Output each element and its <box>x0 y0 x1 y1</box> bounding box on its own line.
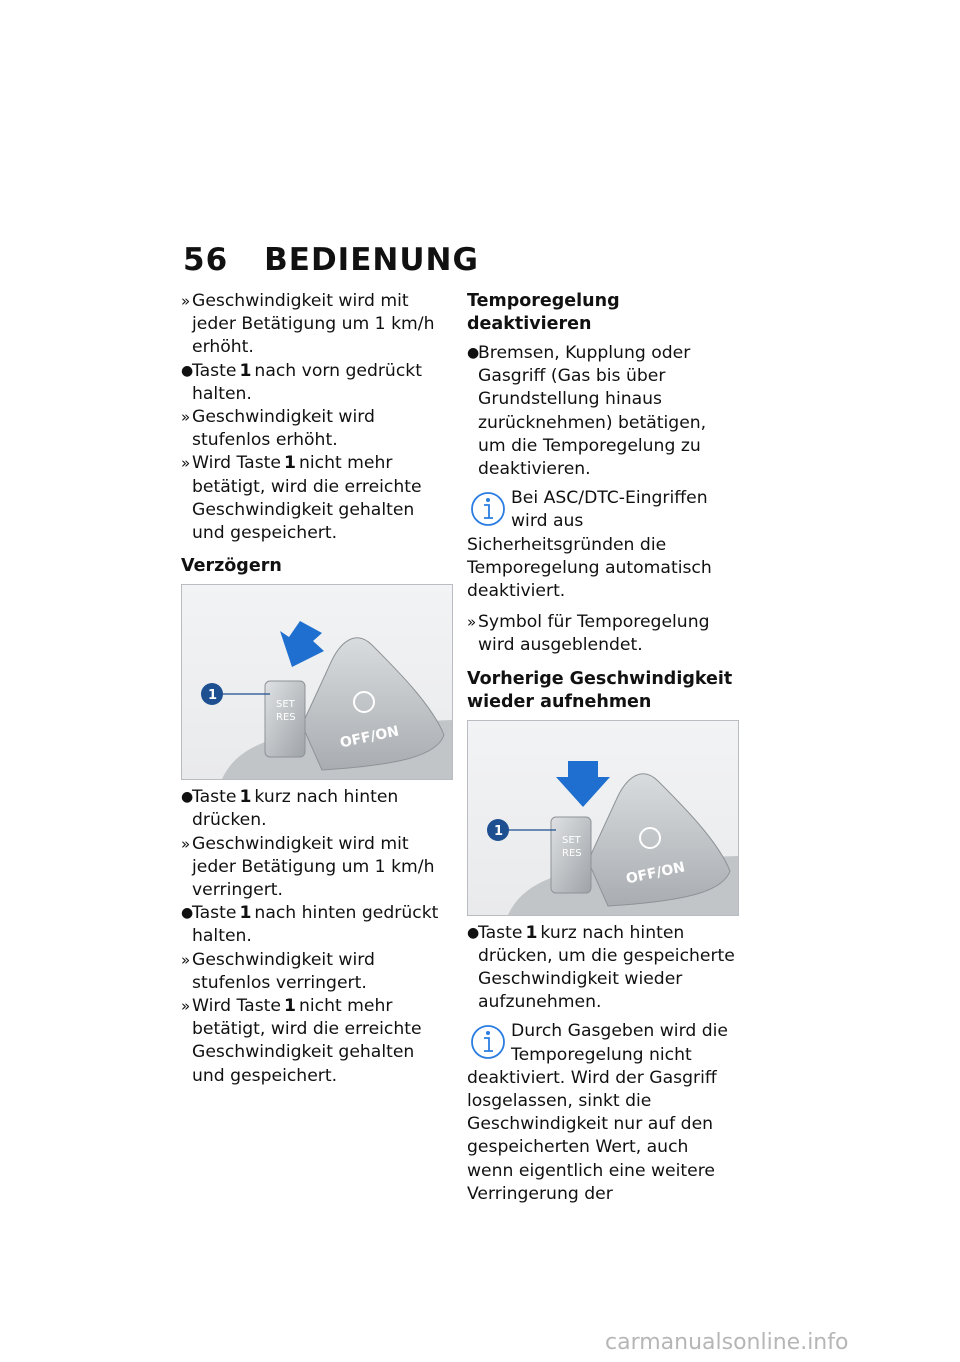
item-text-post: nicht mehr betätigt, wird die erreichte Geschwindigkeit gehalten und gespeichert. <box>192 453 422 544</box>
result-arrow-icon: » <box>181 454 191 473</box>
bullet-icon: ● <box>181 362 194 379</box>
item-text: Geschwindigkeit wird mit jeder Betätigung um 1 km/h verringert. <box>192 833 435 901</box>
list-item <box>181 833 451 903</box>
key-number: 1 <box>239 903 252 924</box>
page-number: 56 <box>183 242 229 278</box>
info-icon <box>467 1020 511 1066</box>
item-text: Geschwindigkeit wird stufenlos verringert. <box>192 949 375 993</box>
list-item <box>181 452 451 545</box>
bullet-icon: ● <box>181 789 194 806</box>
list-item <box>181 949 451 995</box>
list-item <box>467 611 737 657</box>
off-on-label: OFF/ON <box>624 858 687 888</box>
list-item <box>467 342 737 481</box>
item-text: Symbol für Temporegelung wird ausgeblendet. <box>478 612 710 656</box>
note-text: Durch Gasgeben wird die Temporegelung nicht deaktiviert. Wird der Gasgriff losgelassen, sinkt die Geschwindigkeit nur auf den gespeicherten Wert, auch wenn eigentlich eine weitere Verringerung der <box>467 1021 728 1204</box>
result-arrow-icon: » <box>181 997 191 1016</box>
item-text-post: nach vorn gedrückt halten. <box>192 360 422 404</box>
item-text-post: nicht mehr betätigt, wird die erreichte Geschwindigkeit gehalten und gespeichert. <box>192 996 422 1086</box>
item-text-pre: Wird Taste <box>192 996 281 1017</box>
item-text-pre: Taste <box>478 922 523 943</box>
result-arrow-icon: » <box>181 408 191 427</box>
res-label: RES <box>276 712 296 724</box>
list-item <box>467 922 737 1015</box>
res-label: RES <box>562 847 582 859</box>
section-heading: Verzögern <box>181 556 282 577</box>
handlebar-switch-figure <box>181 584 453 780</box>
watermark[interactable]: carmanualsonline.info <box>605 1330 849 1355</box>
section-heading: Temporegelung deaktivieren <box>467 291 620 334</box>
callout-number: 1 <box>208 688 218 704</box>
list-item <box>181 995 451 1088</box>
item-text: Geschwindigkeit wird stufenlos erhöht. <box>192 407 375 451</box>
off-on-label: OFF/ON <box>338 723 401 752</box>
key-number: 1 <box>239 787 252 808</box>
bullet-icon: ● <box>181 905 194 922</box>
list-item <box>181 406 451 452</box>
result-arrow-icon: » <box>181 834 191 853</box>
handlebar-switch-figure <box>467 720 739 916</box>
list-item <box>181 786 451 832</box>
press-arrow-icon <box>280 621 324 667</box>
item-text-post: kurz nach hinten drücken. <box>192 787 399 831</box>
bullet-icon: ● <box>467 345 480 361</box>
info-icon <box>467 487 511 533</box>
item-text-pre: Taste <box>192 787 237 808</box>
item-text-pre: Taste <box>192 360 237 381</box>
key-number: 1 <box>283 453 296 474</box>
info-note <box>467 487 737 603</box>
page-header <box>183 242 479 278</box>
item-text: Bremsen, Kupplung oder Gasgriff (Gas bis über Grundstellung hinaus zurücknehmen) betätigen, um die Temporegelung zu deaktivieren. <box>478 343 707 480</box>
note-text: Bei ASC/DTC-Eingriffen wird aus Sicherheitsgründen die Temporegelung automatisch deaktiviert. <box>467 488 712 602</box>
item-text-post: nach hinten gedrückt halten. <box>192 903 439 947</box>
key-number: 1 <box>525 922 538 943</box>
left-column <box>181 290 451 1088</box>
right-column <box>467 290 737 1214</box>
key-number: 1 <box>239 360 252 381</box>
list-item <box>181 360 451 406</box>
set-label: SET <box>276 699 295 711</box>
result-arrow-icon: » <box>181 292 191 310</box>
key-number: 1 <box>283 996 296 1017</box>
item-text-post: kurz nach hinten drücken, um die gespeicherte Geschwindigkeit wieder aufzunehmen. <box>478 922 735 1013</box>
item-text: Geschwindigkeit wird mit jeder Betätigung um 1 km/h erhöht. <box>192 291 435 358</box>
bullet-icon: ● <box>467 924 480 941</box>
set-label: SET <box>562 834 581 846</box>
item-text-pre: Taste <box>192 903 237 924</box>
list-item <box>181 902 451 948</box>
info-note <box>467 1020 737 1206</box>
result-arrow-icon: » <box>181 950 191 969</box>
list-item <box>181 290 451 360</box>
section-heading: Vorherige Geschwindigkeit wieder aufnehmen <box>467 668 733 712</box>
callout-number: 1 <box>494 823 504 839</box>
item-text-pre: Wird Taste <box>192 453 281 474</box>
result-arrow-icon: » <box>467 613 477 632</box>
page-title: BEDIENUNG <box>264 242 479 278</box>
press-arrow-icon <box>556 761 610 807</box>
